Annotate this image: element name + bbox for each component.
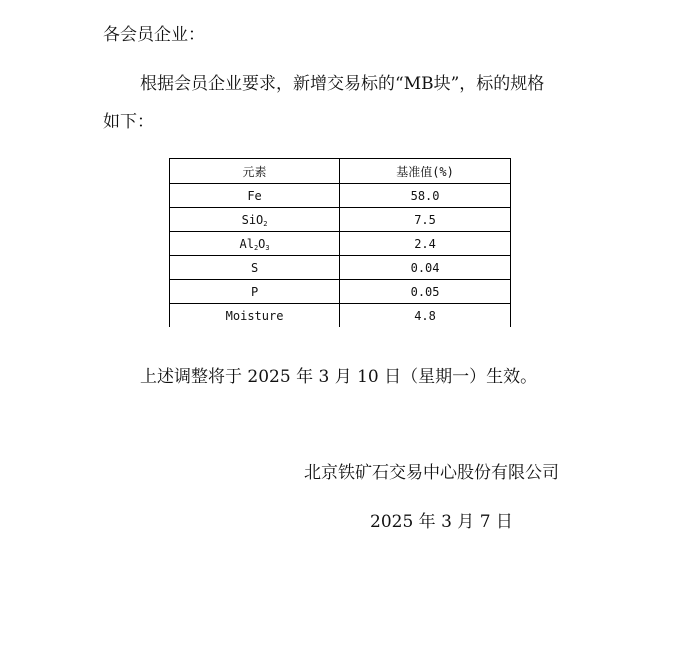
element-subscript: 2 — [263, 219, 268, 228]
element-cell — [170, 184, 340, 208]
body-paragraph-line-2: 如下： — [103, 112, 154, 132]
greeting-line: 各会员企业： — [103, 25, 205, 45]
table-row — [170, 184, 511, 208]
element-cell — [170, 208, 340, 232]
element-name: Moisture — [225, 308, 284, 323]
table-row — [170, 232, 511, 256]
element-subscript-b: 3 — [265, 243, 270, 252]
element-name: SiO — [241, 212, 264, 227]
table-row — [170, 280, 511, 304]
effective-date-notice: 上述调整将于 2025 年 3 月 10 日（星期一）生效。 — [140, 367, 538, 387]
table-row — [170, 256, 511, 280]
value-cell: 0.05 — [340, 280, 511, 304]
table-header-row — [170, 159, 511, 184]
element-name-part-b: O — [258, 236, 266, 251]
table-row — [170, 208, 511, 232]
value-cell: 7.5 — [340, 208, 511, 232]
value-cell: 4.8 — [340, 304, 511, 328]
element-name: Al — [239, 236, 254, 251]
body-paragraph-line-1: 根据会员企业要求，新增交易标的“MB块”，标的规格 — [140, 74, 545, 94]
header-base-value: 基准值(%) — [340, 159, 511, 184]
table-row — [170, 304, 511, 328]
value-cell: 2.4 — [340, 232, 511, 256]
element-cell — [170, 304, 340, 328]
element-name: S — [250, 260, 259, 275]
header-element: 元素 — [170, 159, 340, 184]
element-cell — [170, 256, 340, 280]
element-cell — [170, 280, 340, 304]
element-name: Fe — [247, 188, 262, 203]
value-cell: 58.0 — [340, 184, 511, 208]
element-subscript: 2 — [253, 243, 259, 252]
element-name: P — [250, 284, 259, 299]
specification-table — [169, 158, 511, 327]
value-cell: 0.04 — [340, 256, 511, 280]
element-cell — [170, 232, 340, 256]
signature-company: 北京铁矿石交易中心股份有限公司 — [304, 463, 559, 483]
signature-date: 2025 年 3 月 7 日 — [370, 512, 513, 532]
